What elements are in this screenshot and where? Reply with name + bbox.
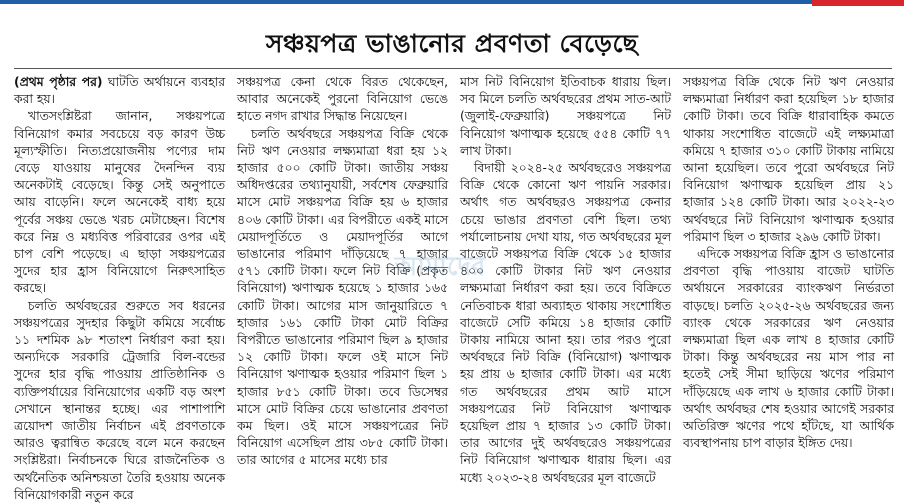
article-paragraph: খাতসংশ্লিষ্টরা জানান, সঞ্চয়পত্রে বিনিয়োগ কমার সবচেয়ে বড় কারণ উচ্চ মূল্যস্ফীতি। নিত্যপ্রয়োজনীয় পণ্যের দাম বেড়ে যাওয়ায় মানুষের দৈনন্দিন ব্যয় অনেকটাই বেড়েছে। কিন্তু সেই অনুপাতে আয় বাড়েনি। ফলে অনেকেই বাধ্য হয়ে পূর্বের সঞ্চয় ভেঙে খরচ মেটাচ্ছেন। বিশেষ করে নিম্ন ও মধ্যবিত্ত পরিবারের ওপর এই চাপ বেশি পড়েছে। এ ছাড়া সঞ্চয়পত্রের সুদের হার হ্রাস বিনিয়োগে নিরুৎসাহিত করছে। bbox=[14, 109, 225, 296]
article-paragraph: সঞ্চয়পত্র বিক্রি থেকে নিট ঋণ নেওয়ার লক্ষ্যমাত্রা নির্ধারণ করা হয়েছিল ১৮ হাজার কোটি টাকা। তবে বিক্রি ধারাবাহিক কমতে থাকায় সংশোধিত বাজেটে এই লক্ষ্যমাত্রা কমিয়ে ৭ হাজার ৩১০ কোটি টাকায় নামিয়ে আনা হয়েছিল। তবে পুরো অর্থবছরে নিট বিনিয়োগ ঋণাত্মক হয়েছিল প্রায় ২১ হাজার ১২৪ কোটি টাকা। আর ২০২২-২৩ অর্থবছরে নিট বিনিয়োগ ঋণাত্মক হওয়ার পরিমাণ ছিল ৩ হাজার ২৯৬ কোটি টাকা। bbox=[683, 75, 894, 244]
article-column-4 bbox=[683, 74, 894, 475]
article-body bbox=[14, 74, 894, 502]
headline-divider bbox=[14, 68, 892, 69]
article-paragraph: চলতি অর্থবছরে সঞ্চয়পত্র বিক্রি থেকে নিট ঋণ নেওয়ার লক্ষ্যমাত্রা ধরা হয় ১২ হাজার ৫০০ কোটি টাকা। জাতীয় সঞ্চয় অধিদপ্তরের তথ্যানুযায়ী, সর্বশেষ ফেব্রুয়ারি মাসে মোট সঞ্চয়পত্র বিক্রি হয় ৬ হাজার ৪০৬ কোটি টাকা। এর বিপরীতে একই মাসে মেয়াদপূর্তিতে ও মেয়াদপূর্তির আগে ভাঙানোর পরিমাণ দাঁড়িয়েছে ৭ হাজার ৫৭১ কোটি টাকা। ফলে নিট বিক্রি (প্রকৃত বিনিয়োগ) ঋণাত্মক হয়েছে ১ হাজার ১৬৫ কোটি টাকা। আগের মাস জানুয়ারিতে ৭ হাজার ১৬১ কোটি টাকা মোট বিক্রির বিপরীতে ভাঙানোর পরিমাণ ছিল ৯ হাজার ১২ কোটি টাকা। ফলে ওই মাসে নিট বিনিয়োগ ঋণাত্মক হওয়ার পরিমাণ ছিল ১ হাজার ৮৫১ কোটি টাকা। তবে ডিসেম্বর মাসে মোট বিক্রির চেয়ে ভাঙানোর প্রবণতা কম ছিল। ওই মাসে সঞ্চয়পত্রের নিট বিনিয়োগ এসেছিল প্রায় ৩৮৫ কোটি টাকা। তার আগের ৫ মাসের মধ্যে চার bbox=[237, 126, 448, 468]
article-column-1 bbox=[14, 74, 225, 502]
article-paragraph: এদিকে সঞ্চয়পত্র বিক্রি হ্রাস ও ভাঙানোর প্রবণতা বৃদ্ধি পাওয়ায় বাজেট ঘাটতি অর্থায়নে সরকারের ব্যাংকঋণ নির্ভরতা বাড়ছে। চলতি ২০২৫-২৬ অর্থবছরের জন্য ব্যাংক থেকে সরকারের ঋণ নেওয়ার লক্ষ্যমাত্রা ছিল এক লাখ ৪ হাজার কোটি টাকা। কিন্তু অর্থবছরের নয় মাস পার না হতেই সেই সীমা ছাড়িয়ে ঋণের পরিমাণ দাঁড়িয়েছে এক লাখ ৬ হাজার কোটি টাকা। অর্থাৎ অর্থবছর শেষ হওয়ার আগেই সরকার অতিরিক্ত ঋণের পথে হাঁটছে, যা আর্থিক ব্যবস্থাপনায় চাপ বাড়ার ইঙ্গিত দেয়। bbox=[683, 247, 894, 451]
article-paragraph: বিদায়ী ২০২৪-২৫ অর্থবছরেও সঞ্চয়পত্র বিক্রি থেকে কোনো ঋণ পায়নি সরকার। অর্থাৎ গত অর্থবছরও সঞ্চয়পত্র কেনার চেয়ে ভাঙার প্রবণতা বেশি ছিল। তথ্য পর্যালোচনায় দেখা যায়, গত অর্থবছরের মূল বাজেটে সঞ্চয়পত্র বিক্রি থেকে ১৫ হাজার ৪০০ কোটি টাকার নিট ঋণ নেওয়ার লক্ষ্যমাত্রা নির্ধারণ করা হয়। তবে বিক্রিতে নেতিবাচক ধারা অব্যাহত থাকায় সংশোধিত বাজেটে সেটি কমিয়ে ১৪ হাজার কোটি টাকায় নামিয়ে আনা হয়। তার পরও পুরো অর্থবছরে নিট বিক্রি (বিনিয়োগ) ঋণাত্মক হয় প্রায় ৬ হাজার কোটি টাকা। এর মধ্যে গত অর্থবছরের প্রথম আট মাসে সঞ্চয়পত্রের নিট বিনিয়োগ ঋণাত্মক হয়েছিল প্রায় ৭ হাজার ১৩ কোটি টাকা। তার আগের দুই অর্থবছরেও সঞ্চয়পত্রের নিট বিনিয়োগ ঋণাত্মক ধারায় ছিল। এর মধ্যে ২০২৩-২৪ অর্থবছরের মূল বাজেটে bbox=[460, 161, 671, 485]
top-color-bar bbox=[0, 0, 904, 8]
article-paragraph: সঞ্চয়পত্র কেনা থেকে বিরত থেকেছেন, আবার অনেকেই পুরনো বিনিয়োগ ভেঙে হাতে নগদ রাখার সিদ্ধান্ত নিয়েছেন। bbox=[237, 75, 448, 124]
article-paragraph: চলতি অর্থবছরের শুরুতে সব ধরনের সঞ্চয়পত্রের সুদহার কিছুটা কমিয়ে সর্বোচ্চ ১১ দশমিক ৯৮ শতাংশ নির্ধারণ করা হয়। অন্যদিকে সরকারি ট্রেজারি বিল-বন্ডের সুদের হার বৃদ্ধি পাওয়ায় প্রাতিষ্ঠানিক ও ব্যক্তিপর্যায়ের বিনিয়োগের একটি বড় অংশ সেখানে স্থানান্তর হচ্ছে। এর পাশাপাশি ত্রয়োদশ জাতীয় নির্বাচন এই প্রবণতাকে আরও ত্বরান্বিত করেছে বলে মনে করছেন সংশ্লিষ্টরা। নির্বাচনকে ঘিরে রাজনৈতিক ও অর্থনৈতিক অনিশ্চয়তা তৈরি হওয়ায় অনেক বিনিয়োগকারী নতুন করে bbox=[14, 298, 225, 502]
top-blue-stripe bbox=[0, 0, 812, 4]
top-red-stripe bbox=[812, 0, 904, 6]
paragraph-text: ঘাটতি অর্থায়নে ব্যবহার করা হয়। bbox=[14, 75, 225, 107]
article-column-3 bbox=[460, 74, 671, 485]
article-paragraph: মাস নিট বিনিয়োগ ইতিবাচক ধারায় ছিল। সব মিলে চলতি অর্থবছরের প্রথম সাত-আট (জুলাই-ফেব্রুয়ারি) সঞ্চয়পত্রে নিট বিনিয়োগ ঋণাত্মক হয়েছে ৫৫৪ কোটি ৭৭ লাখ টাকা। bbox=[460, 75, 671, 158]
article-paragraph bbox=[14, 74, 225, 108]
page-title: সঞ্চয়পত্র ভাঙানোর প্রবণতা বেড়েছে bbox=[265, 29, 639, 58]
continuation-lead: (প্রথম পৃষ্ঠার পর) bbox=[14, 75, 103, 89]
newspaper-watermark: আমাদের bbox=[394, 252, 486, 282]
article-column-2 bbox=[237, 74, 448, 475]
